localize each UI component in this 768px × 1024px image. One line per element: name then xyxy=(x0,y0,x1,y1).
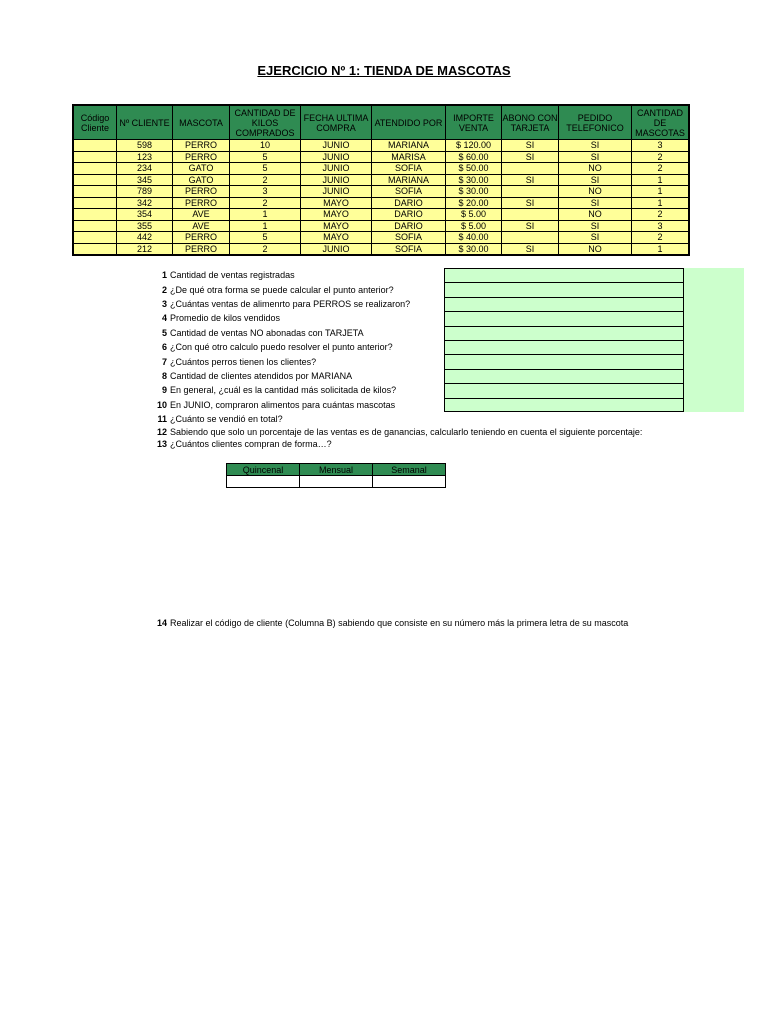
question-number: 4 xyxy=(161,313,167,324)
header-mensual[interactable]: Mensual xyxy=(300,464,373,476)
sales-table xyxy=(72,104,690,256)
table-row xyxy=(73,197,689,209)
question-text: En general, ¿cuál es la cantidad más solicitada de kilos? xyxy=(170,385,397,396)
table-row xyxy=(73,163,689,175)
cell-importe-venta[interactable]: $ 5.00 xyxy=(446,220,502,232)
question-text: ¿Con qué otro calculo puedo resolver el punto anterior? xyxy=(170,342,393,353)
table-row xyxy=(73,174,689,186)
question-number: 13 xyxy=(156,438,167,449)
cell-codigo-cliente[interactable] xyxy=(73,220,117,232)
header-abono-tarjeta[interactable]: ABONO CON TARJETA xyxy=(502,105,559,140)
question-list xyxy=(130,268,690,449)
cell-fecha-ultima-compra[interactable]: MAYO xyxy=(301,232,372,244)
cell-atendido-por[interactable]: DARIO xyxy=(372,197,446,209)
header-fecha-ultima-compra[interactable]: FECHA ULTIMA COMPRA xyxy=(301,105,372,140)
cell-importe-venta[interactable]: $ 5.00 xyxy=(446,209,502,221)
cell-abono-tarjeta[interactable]: SI xyxy=(502,174,559,186)
question-number: 7 xyxy=(161,356,167,367)
cell-importe-venta[interactable]: $ 30.00 xyxy=(446,174,502,186)
cell-cantidad-mascotas[interactable]: 1 xyxy=(632,197,690,209)
cell-mascota[interactable]: GATO xyxy=(173,163,230,175)
question-number: 14 xyxy=(156,618,167,628)
cell-abono-tarjeta[interactable] xyxy=(502,186,559,198)
question-number: 12 xyxy=(156,427,167,438)
cell-fecha-ultima-compra[interactable]: MAYO xyxy=(301,197,372,209)
cell-mascota[interactable]: PERRO xyxy=(173,151,230,163)
question-text: ¿Cuántos perros tienen los clientes? xyxy=(170,356,317,367)
question-text: Realizar el código de cliente (Columna B) sabiendo que consiste en su número más la primera letra de su mascota xyxy=(170,618,629,628)
cell-fecha-ultima-compra[interactable]: JUNIO xyxy=(301,186,372,198)
cell-pedido-telefonico[interactable]: SI xyxy=(559,232,632,244)
cell-codigo-cliente[interactable] xyxy=(73,186,117,198)
cell-numero-cliente[interactable]: 354 xyxy=(117,209,173,221)
question-text: ¿De qué otra forma se puede calcular el punto anterior? xyxy=(170,284,394,295)
cell-cantidad-kilos[interactable]: 3 xyxy=(230,186,301,198)
cell-atendido-por[interactable]: SOFIA xyxy=(372,232,446,244)
cell-pedido-telefonico[interactable]: SI xyxy=(559,151,632,163)
cell-atendido-por[interactable]: DARIO xyxy=(372,209,446,221)
cell-importe-venta[interactable]: $ 60.00 xyxy=(446,151,502,163)
question-item xyxy=(130,282,690,296)
cell-quincenal[interactable] xyxy=(227,476,300,488)
question-item xyxy=(130,297,690,311)
question-number: 10 xyxy=(156,399,167,410)
question-item xyxy=(130,340,690,354)
cell-fecha-ultima-compra[interactable]: JUNIO xyxy=(301,151,372,163)
cell-mascota[interactable]: GATO xyxy=(173,174,230,186)
cell-pedido-telefonico[interactable]: NO xyxy=(559,243,632,255)
table-row xyxy=(73,243,689,255)
question-text: Promedio de kilos vendidos xyxy=(170,313,281,324)
cell-atendido-por[interactable]: SOFIA xyxy=(372,243,446,255)
cell-atendido-por[interactable]: MARIANA xyxy=(372,140,446,152)
table-row xyxy=(73,186,689,198)
question-item xyxy=(130,311,690,325)
question-text: En JUNIO, compraron alimentos para cuántas mascotas xyxy=(170,399,396,410)
question-item xyxy=(130,383,690,397)
question-number: 8 xyxy=(161,370,167,381)
cell-importe-venta[interactable]: $ 40.00 xyxy=(446,232,502,244)
question-number: 6 xyxy=(161,342,167,353)
cell-cantidad-mascotas[interactable]: 2 xyxy=(632,151,690,163)
cell-fecha-ultima-compra[interactable]: JUNIO xyxy=(301,174,372,186)
cell-codigo-cliente[interactable] xyxy=(73,174,117,186)
cell-mascota[interactable]: PERRO xyxy=(173,232,230,244)
cell-fecha-ultima-compra[interactable]: JUNIO xyxy=(301,243,372,255)
question-number: 2 xyxy=(161,284,167,295)
question-number: 11 xyxy=(157,414,167,425)
question-item xyxy=(130,369,690,383)
cell-abono-tarjeta[interactable] xyxy=(502,163,559,175)
page-title: EJERCICIO Nº 1: TIENDA DE MASCOTAS xyxy=(257,63,511,78)
question-item xyxy=(130,438,690,450)
question-text: Cantidad de ventas NO abonadas con TARJETA xyxy=(170,327,364,338)
cell-pedido-telefonico[interactable]: SI xyxy=(559,140,632,152)
cell-atendido-por[interactable]: MARIANA xyxy=(372,174,446,186)
cell-numero-cliente[interactable]: 123 xyxy=(117,151,173,163)
cell-importe-venta[interactable]: $ 120.00 xyxy=(446,140,502,152)
cell-cantidad-kilos[interactable]: 5 xyxy=(230,163,301,175)
header-quincenal[interactable]: Quincenal xyxy=(227,464,300,476)
question-text: ¿Cuántas ventas de alimenrto para PERROS se realizaron? xyxy=(170,298,411,309)
question-item xyxy=(130,398,690,412)
cell-importe-venta[interactable]: $ 20.00 xyxy=(446,197,502,209)
question-number: 5 xyxy=(161,327,167,338)
cell-cantidad-kilos[interactable]: 1 xyxy=(230,209,301,221)
table-row xyxy=(73,220,689,232)
cell-cantidad-mascotas[interactable]: 1 xyxy=(632,186,690,198)
cell-importe-venta[interactable]: $ 30.00 xyxy=(446,243,502,255)
cell-mascota[interactable]: AVE xyxy=(173,220,230,232)
cell-numero-cliente[interactable]: 598 xyxy=(117,140,173,152)
cell-fecha-ultima-compra[interactable]: JUNIO xyxy=(301,140,372,152)
cell-numero-cliente[interactable]: 234 xyxy=(117,163,173,175)
cell-numero-cliente[interactable]: 789 xyxy=(117,186,173,198)
cell-atendido-por[interactable]: MARISA xyxy=(372,151,446,163)
cell-mascota[interactable]: PERRO xyxy=(173,186,230,198)
cell-codigo-cliente[interactable] xyxy=(73,209,117,221)
answer-extra-column xyxy=(684,268,744,412)
header-pedido-telefonico[interactable]: PEDIDO TELEFONICO xyxy=(559,105,632,140)
cell-fecha-ultima-compra[interactable]: MAYO xyxy=(301,209,372,221)
cell-cantidad-mascotas[interactable]: 1 xyxy=(632,243,690,255)
question-text: Cantidad de clientes atendidos por MARIANA xyxy=(170,370,353,381)
table-row xyxy=(73,209,689,221)
cell-codigo-cliente[interactable] xyxy=(73,232,117,244)
question-item xyxy=(130,426,690,438)
cell-cantidad-kilos[interactable]: 5 xyxy=(230,232,301,244)
question-item xyxy=(130,354,690,368)
cell-cantidad-mascotas[interactable]: 3 xyxy=(632,140,690,152)
header-numero-cliente[interactable]: Nº CLIENTE xyxy=(117,105,173,140)
cell-codigo-cliente[interactable] xyxy=(73,243,117,255)
cell-codigo-cliente[interactable] xyxy=(73,163,117,175)
cell-pedido-telefonico[interactable]: NO xyxy=(559,186,632,198)
cell-fecha-ultima-compra[interactable]: JUNIO xyxy=(301,163,372,175)
cell-pedido-telefonico[interactable]: NO xyxy=(559,163,632,175)
cell-abono-tarjeta[interactable]: SI xyxy=(502,151,559,163)
cell-abono-tarjeta[interactable] xyxy=(502,209,559,221)
frequency-table xyxy=(226,463,446,488)
cell-pedido-telefonico[interactable]: SI xyxy=(559,174,632,186)
cell-mascota[interactable]: PERRO xyxy=(173,140,230,152)
cell-mascota[interactable]: AVE xyxy=(173,209,230,221)
table-body xyxy=(73,140,689,256)
question-number: 3 xyxy=(161,298,167,309)
cell-importe-venta[interactable]: $ 30.00 xyxy=(446,186,502,198)
cell-atendido-por[interactable]: SOFIA xyxy=(372,186,446,198)
cell-codigo-cliente[interactable] xyxy=(73,140,117,152)
question-14 xyxy=(130,618,730,628)
frequency-value-row xyxy=(227,476,446,488)
cell-abono-tarjeta[interactable]: SI xyxy=(502,140,559,152)
header-atendido-por[interactable]: ATENDIDO POR xyxy=(372,105,446,140)
cell-cantidad-kilos[interactable]: 10 xyxy=(230,140,301,152)
table-row xyxy=(73,232,689,244)
cell-numero-cliente[interactable]: 345 xyxy=(117,174,173,186)
cell-pedido-telefonico[interactable]: SI xyxy=(559,220,632,232)
question-text: ¿Cuánto se vendió en total? xyxy=(170,414,283,425)
cell-cantidad-kilos[interactable]: 2 xyxy=(230,174,301,186)
frequency-header-row xyxy=(227,464,446,476)
question-text: Cantidad de ventas registradas xyxy=(170,270,295,281)
cell-cantidad-kilos[interactable]: 2 xyxy=(230,197,301,209)
question-item xyxy=(130,268,690,282)
cell-importe-venta[interactable]: $ 50.00 xyxy=(446,163,502,175)
table-row xyxy=(73,151,689,163)
header-codigo-cliente[interactable]: Código Cliente xyxy=(73,105,117,140)
cell-abono-tarjeta[interactable]: SI xyxy=(502,220,559,232)
cell-mascota[interactable]: PERRO xyxy=(173,243,230,255)
question-number: 9 xyxy=(161,385,167,396)
cell-cantidad-mascotas[interactable]: 3 xyxy=(632,220,690,232)
cell-mascota[interactable]: PERRO xyxy=(173,197,230,209)
cell-numero-cliente[interactable]: 355 xyxy=(117,220,173,232)
cell-numero-cliente[interactable]: 442 xyxy=(117,232,173,244)
table-row xyxy=(73,140,689,152)
cell-numero-cliente[interactable]: 212 xyxy=(117,243,173,255)
cell-cantidad-kilos[interactable]: 2 xyxy=(230,243,301,255)
cell-fecha-ultima-compra[interactable]: MAYO xyxy=(301,220,372,232)
cell-abono-tarjeta[interactable] xyxy=(502,232,559,244)
cell-cantidad-kilos[interactable]: 1 xyxy=(230,220,301,232)
question-number: 1 xyxy=(161,270,167,281)
question-item xyxy=(130,412,690,426)
header-cantidad-kilos[interactable]: CANTIDAD DE KILOS COMPRADOS xyxy=(230,105,301,140)
cell-cantidad-mascotas[interactable]: 1 xyxy=(632,174,690,186)
cell-cantidad-mascotas[interactable]: 2 xyxy=(632,163,690,175)
cell-atendido-por[interactable]: DARIO xyxy=(372,220,446,232)
header-cantidad-mascotas[interactable]: CANTIDAD DE MASCOTAS xyxy=(632,105,690,140)
cell-codigo-cliente[interactable] xyxy=(73,151,117,163)
cell-semanal[interactable] xyxy=(373,476,446,488)
cell-pedido-telefonico[interactable]: NO xyxy=(559,209,632,221)
question-item xyxy=(130,326,690,340)
table-header-row xyxy=(73,105,689,140)
question-text: ¿Cuántos clientes compran de forma…? xyxy=(170,438,332,449)
cell-pedido-telefonico[interactable]: SI xyxy=(559,197,632,209)
cell-codigo-cliente[interactable] xyxy=(73,197,117,209)
header-importe-venta[interactable]: IMPORTE VENTA xyxy=(446,105,502,140)
cell-abono-tarjeta[interactable]: SI xyxy=(502,243,559,255)
cell-cantidad-kilos[interactable]: 5 xyxy=(230,151,301,163)
cell-cantidad-mascotas[interactable]: 2 xyxy=(632,232,690,244)
cell-mensual[interactable] xyxy=(300,476,373,488)
header-mascota[interactable]: MASCOTA xyxy=(173,105,230,140)
cell-atendido-por[interactable]: SOFIA xyxy=(372,163,446,175)
header-semanal[interactable]: Semanal xyxy=(373,464,446,476)
cell-abono-tarjeta[interactable]: SI xyxy=(502,197,559,209)
cell-numero-cliente[interactable]: 342 xyxy=(117,197,173,209)
cell-cantidad-mascotas[interactable]: 2 xyxy=(632,209,690,221)
question-text: Sabiendo que solo un porcentaje de las ventas es de ganancias, calcularlo teniendo en cuenta el siguiente porcentaje: xyxy=(170,427,643,438)
